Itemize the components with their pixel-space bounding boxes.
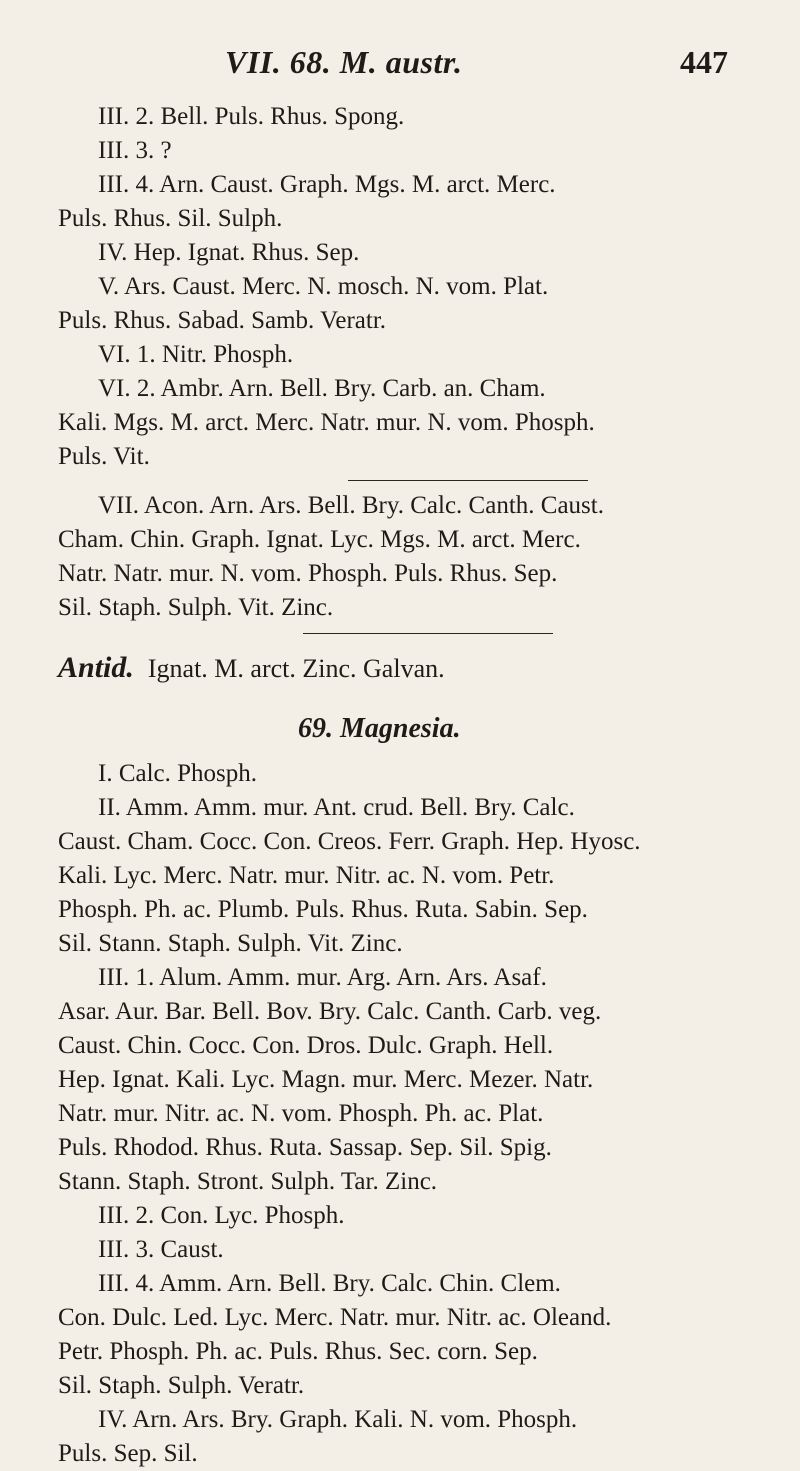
text-line: III. 4. Amm. Arn. Bell. Bry. Calc. Chin. Clem. [98,1270,561,1297]
antidotes-text: Ignat. M. arct. Zinc. Galvan. [147,654,445,683]
page-body [58,100,748,1471]
text-line: Hep. Ignat. Kali. Lyc. Magn. mur. Merc. Mezer. Natr. [58,1066,594,1093]
running-title: VII. 68. M. austr. [225,44,463,80]
text-line: III. 4. Arn. Caust. Graph. Mgs. M. arct. Merc. [98,171,556,198]
text-line: Puls. Sep. Sil. [58,1440,198,1467]
text-line: I. Calc. Phosph. [98,760,258,787]
divider-rule [348,480,588,481]
text-line: Sil. Stann. Staph. Sulph. Vit. Zinc. [58,930,403,957]
text-line: II. Amm. Amm. mur. Ant. crud. Bell. Bry. Calc. [98,794,575,821]
text-line: Cham. Chin. Graph. Ignat. Lyc. Mgs. M. arct. Merc. [58,526,581,553]
text-line: Kali. Lyc. Merc. Natr. mur. Nitr. ac. N. vom. Petr. [58,862,555,889]
remedy-list-block-2 [58,489,748,625]
section-heading: 69. Magnesia. [298,713,461,744]
antidotes-label: Antid. [58,651,134,684]
text-line: Natr. Natr. mur. N. vom. Phosph. Puls. Rhus. Sep. [58,560,558,587]
text-line: Con. Dulc. Led. Lyc. Merc. Natr. mur. Nitr. ac. Oleand. [58,1304,612,1331]
text-line: IV. Arn. Ars. Bry. Graph. Kali. N. vom. Phosph. [98,1406,578,1433]
text-line: V. Ars. Caust. Merc. N. mosch. N. vom. Plat. [98,273,549,300]
text-line: III. 2. Bell. Puls. Rhus. Spong. [98,103,405,130]
antidotes-line [58,648,748,689]
text-line: Sil. Staph. Sulph. Veratr. [58,1372,305,1399]
text-line: Petr. Phosph. Ph. ac. Puls. Rhus. Sec. corn. Sep. [58,1338,538,1365]
text-line: Stann. Staph. Stront. Sulph. Tar. Zinc. [58,1168,438,1195]
text-line: IV. Hep. Ignat. Rhus. Sep. [98,239,360,266]
text-line: Puls. Rhodod. Rhus. Ruta. Sassap. Sep. Sil. Spig. [58,1134,552,1161]
text-line: Kali. Mgs. M. arct. Merc. Natr. mur. N. vom. Phosph. [58,409,595,436]
page-number: 447 [680,44,728,80]
page-header [0,44,800,94]
text-line: VI. 1. Nitr. Phosph. [98,341,294,368]
remedy-list-block-1 [58,100,748,474]
text-line: Puls. Rhus. Sabad. Samb. Veratr. [58,307,387,334]
text-line: III. 1. Alum. Amm. mur. Arg. Arn. Ars. Asaf. [98,964,547,991]
text-line: Caust. Cham. Cocc. Con. Creos. Ferr. Graph. Hep. Hyosc. [58,828,641,855]
text-line: Natr. mur. Nitr. ac. N. vom. Phosph. Ph. ac. Plat. [58,1100,544,1127]
remedy-list-block-3 [58,757,748,1471]
text-line: Phosph. Ph. ac. Plumb. Puls. Rhus. Ruta. Sabin. Sep. [58,896,588,923]
text-line: III. 2. Con. Lyc. Phosph. [98,1202,345,1229]
text-line: VI. 2. Ambr. Arn. Bell. Bry. Carb. an. Cham. [98,375,546,402]
text-line: III. 3. ? [98,137,172,164]
text-line: Puls. Vit. [58,443,150,470]
divider-rule [303,633,553,634]
text-line: Sil. Staph. Sulph. Vit. Zinc. [58,594,334,621]
text-line: Puls. Rhus. Sil. Sulph. [58,205,283,232]
text-line: VII. Acon. Arn. Ars. Bell. Bry. Calc. Canth. Caust. [98,492,604,519]
text-line: Caust. Chin. Cocc. Con. Dros. Dulc. Graph. Hell. [58,1032,554,1059]
text-line: Asar. Aur. Bar. Bell. Bov. Bry. Calc. Canth. Carb. veg. [58,998,602,1025]
text-line: III. 3. Caust. [98,1236,224,1263]
